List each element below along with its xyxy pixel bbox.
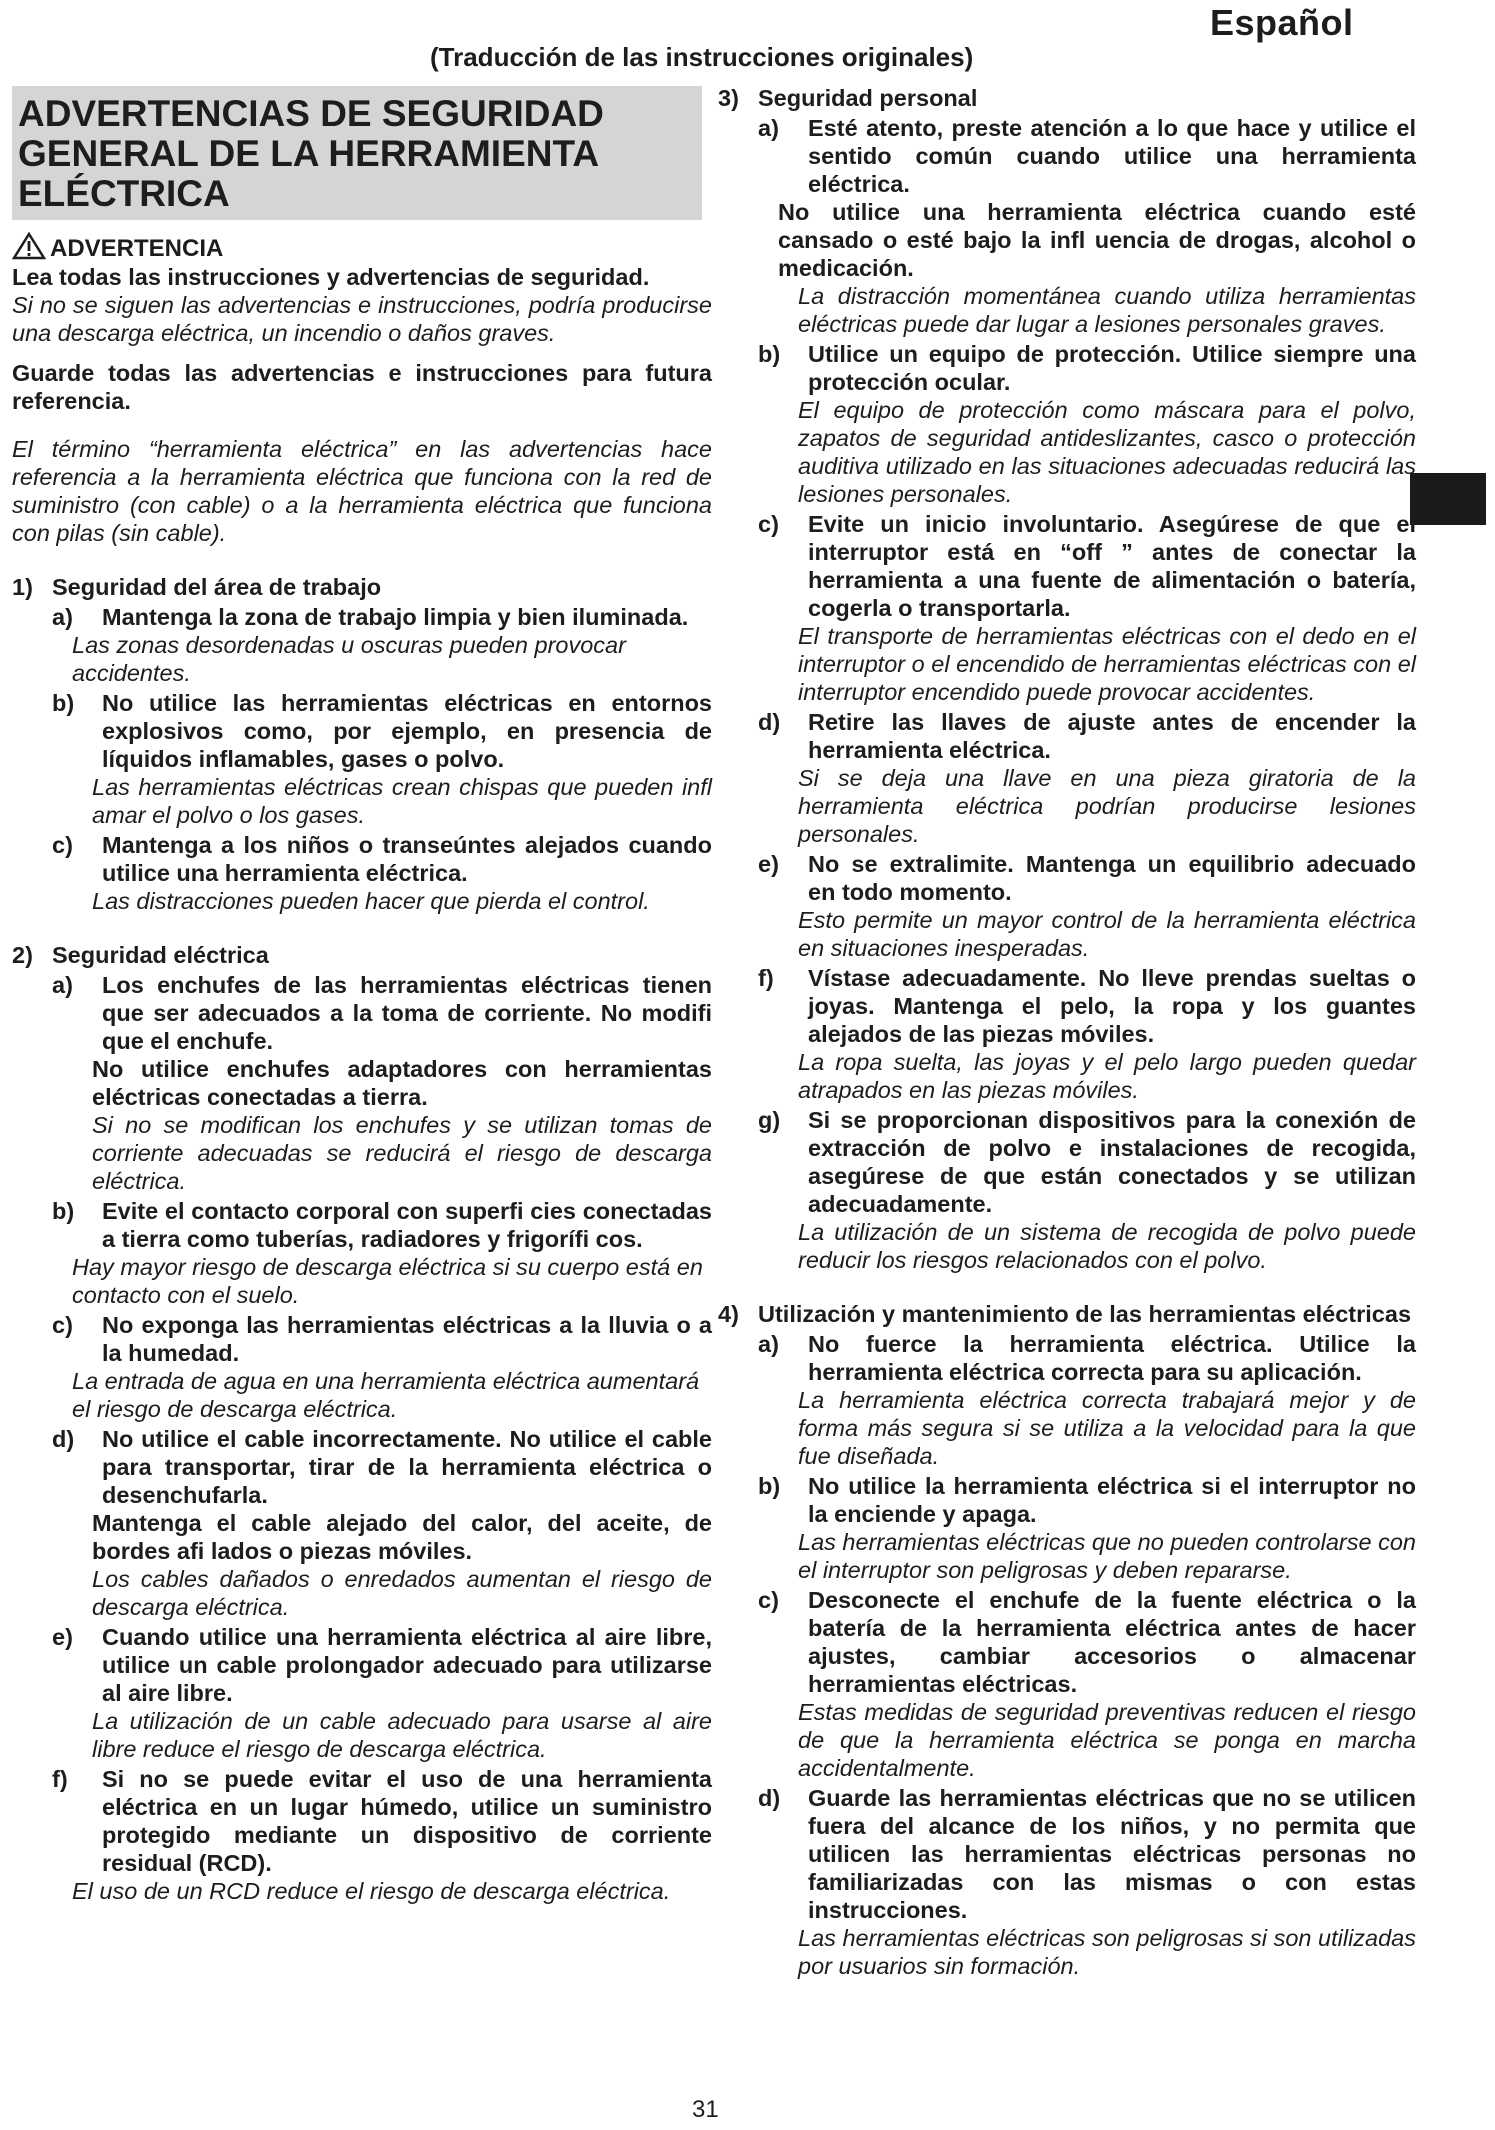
section-3-heading: 3) Seguridad personal xyxy=(718,85,978,111)
warning-triangle-icon xyxy=(12,232,46,260)
warning-consequence: Si no se siguen las advertencias e instrucciones, podría producirse una descarga eléctrica, un incendio o daños graves. xyxy=(12,292,712,346)
list-item: a) Esté atento, preste atención a lo que hace y utilice el sentido común cuando utilice una herramienta eléctrica. xyxy=(758,115,1416,197)
list-item: b) Utilice un equipo de protección. Utilice siempre una protección ocular. xyxy=(758,341,1416,395)
item-note: La entrada de agua en una herramienta eléctrica aumentará el riesgo de descarga eléctrica. xyxy=(72,1368,700,1422)
item-note: La utilización de un sistema de recogida de polvo puede reducir los riesgos relacionados con el polvo. xyxy=(798,1219,1416,1273)
item-note: Las zonas desordenadas u oscuras pueden provocar accidentes. xyxy=(72,632,626,686)
section-2-heading: 2) Seguridad eléctrica xyxy=(12,942,269,968)
item-note: La ropa suelta, las joyas y el pelo largo pueden quedar atrapados en las piezas móviles. xyxy=(798,1049,1416,1103)
item-note: Los cables dañados o enredados aumentan el riesgo de descarga eléctrica. xyxy=(92,1566,712,1620)
item-extra: No utilice una herramienta eléctrica cuando esté cansado o esté bajo la infl uencia de drogas, alcohol o medicación. xyxy=(778,199,1416,281)
item-note: La herramienta eléctrica correcta trabajará mejor y de forma más segura si se utiliza a la velocidad para la que fue diseñada. xyxy=(798,1387,1416,1469)
list-item: d) Guarde las herramientas eléctricas que no se utilicen fuera del alcance de los niños, y no permita que utilicen las herramientas eléctricas personas no familiarizadas con las mismas o con estas instrucciones. xyxy=(758,1785,1416,1923)
item-note: Las herramientas eléctricas son peligrosas si son utilizadas por usuarios sin formación. xyxy=(798,1925,1416,1979)
item-note: Hay mayor riesgo de descarga eléctrica si su cuerpo está en contacto con el suelo. xyxy=(72,1254,703,1308)
list-item: d) Retire las llaves de ajuste antes de encender la herramienta eléctrica. xyxy=(758,709,1416,763)
item-extra: Mantenga el cable alejado del calor, del aceite, de bordes afi lados o piezas móviles. xyxy=(92,1510,712,1564)
list-item: b) No utilice la herramienta eléctrica si el interruptor no la enciende y apaga. xyxy=(758,1473,1416,1527)
item-note: Esto permite un mayor control de la herramienta eléctrica en situaciones inesperadas. xyxy=(798,907,1416,961)
section-4-heading: 4) Utilización y mantenimiento de las herramientas eléctricas xyxy=(718,1301,1412,1327)
list-item: c) Desconecte el enchufe de la fuente eléctrica o la batería de la herramienta eléctrica antes de hacer ajustes, cambiar accesorios o almacenar herramientas eléctricas. xyxy=(758,1587,1416,1697)
list-item: a) Mantenga la zona de trabajo limpia y bien iluminada. xyxy=(52,604,689,630)
warning-read: Lea todas las instrucciones y advertencias de seguridad. xyxy=(12,264,650,290)
item-note: El uso de un RCD reduce el riesgo de descarga eléctrica. xyxy=(72,1878,671,1904)
page-number: 31 xyxy=(692,2096,719,2123)
item-note: La utilización de un cable adecuado para usarse al aire libre reduce el riesgo de descarga eléctrica. xyxy=(92,1708,712,1762)
list-item: f) Si no se puede evitar el uso de una herramienta eléctrica en un lugar húmedo, utilice un suministro protegido mediante un dispositivo de corriente residual (RCD). xyxy=(52,1766,712,1876)
list-item: e) Cuando utilice una herramienta eléctrica al aire libre, utilice un cable prolongador adecuado para utilizarse al aire libre. xyxy=(52,1624,712,1706)
item-note: Si no se modifican los enchufes y se utilizan tomas de corriente adecuadas se reducirá el riesgo de descarga eléctrica. xyxy=(92,1112,712,1194)
item-note: Estas medidas de seguridad preventivas reducen el riesgo de que la herramienta eléctrica se ponga en marcha accidentalmente. xyxy=(798,1699,1416,1781)
right-column xyxy=(718,84,1416,1980)
list-item: d) No utilice el cable incorrectamente. No utilice el cable para transportar, tirar de la herramienta eléctrica o desenchufarla. xyxy=(52,1426,712,1508)
left-column xyxy=(12,86,712,1905)
warning-keep: Guarde todas las advertencias e instrucciones para futura referencia. xyxy=(12,360,712,414)
section-1-heading: 1) Seguridad del área de trabajo xyxy=(12,574,382,600)
warning-heading xyxy=(12,232,712,263)
list-item: g) Si se proporcionan dispositivos para la conexión de extracción de polvo e instalaciones de recogida, asegúrese de que están conectados y se utilizan adecuadamente. xyxy=(758,1107,1416,1217)
item-note: Las herramientas eléctricas que no pueden controlarse con el interruptor son peligrosas y deben repararse. xyxy=(798,1529,1416,1583)
list-item: f) Vístase adecuadamente. No lleve prendas sueltas o joyas. Mantenga el pelo, la ropa y los guantes alejados de las piezas móviles. xyxy=(758,965,1416,1047)
list-item: a) No fuerce la herramienta eléctrica. Utilice la herramienta eléctrica correcta para su aplicación. xyxy=(758,1331,1416,1385)
item-note: Las distracciones pueden hacer que pierda el control. xyxy=(92,888,650,914)
list-item: c) No exponga las herramientas eléctricas a la lluvia o a la humedad. xyxy=(52,1312,712,1366)
warning-label: ADVERTENCIA xyxy=(50,235,224,262)
list-item: a) Los enchufes de las herramientas eléctricas tienen que ser adecuados a la toma de corriente. No modifi que el enchufe. xyxy=(52,972,712,1054)
item-note: Si se deja una llave en una pieza giratoria de la herramienta eléctrica podrían producirse lesiones personales. xyxy=(798,765,1416,847)
section-thumb-tab xyxy=(1410,473,1486,525)
translation-note: (Traducción de las instrucciones originales) xyxy=(430,42,974,72)
list-item: c) Mantenga a los niños o transeúntes alejados cuando utilice una herramienta eléctrica. xyxy=(52,832,712,886)
list-item: b) Evite el contacto corporal con superfi cies conectadas a tierra como tuberías, radiadores y frigorífi cos. xyxy=(52,1198,712,1252)
list-item: c) Evite un inicio involuntario. Asegúrese de que el interruptor está en “off ” antes de conectar la herramienta a una fuente de alimentación o batería, cogerla o transportarla. xyxy=(758,511,1416,621)
warning-term: El término “herramienta eléctrica” en las advertencias hace referencia a la herramienta eléctrica que funciona con la red de suministro (con cable) o a la herramienta eléctrica que funciona con pilas (sin cable). xyxy=(12,436,712,546)
list-item: e) No se extralimite. Mantenga un equilibrio adecuado en todo momento. xyxy=(758,851,1416,905)
page-title: ADVERTENCIAS DE SEGURIDAD GENERAL DE LA HERRAMIENTA ELÉCTRICA xyxy=(12,86,702,220)
item-note: El transporte de herramientas eléctricas con el dedo en el interruptor o el encendido de herramientas eléctricas con el interruptor encendido puede provocar accidentes. xyxy=(798,623,1416,705)
language-label: Español xyxy=(1210,2,1354,43)
list-item: b) No utilice las herramientas eléctricas en entornos explosivos como, por ejemplo, en presencia de líquidos inflamables, gases o polvo. xyxy=(52,690,712,772)
item-extra: No utilice enchufes adaptadores con herramientas eléctricas conectadas a tierra. xyxy=(92,1056,712,1110)
item-note: La distracción momentánea cuando utiliza herramientas eléctricas puede dar lugar a lesiones personales graves. xyxy=(798,283,1416,337)
item-note: Las herramientas eléctricas crean chispas que pueden infl amar el polvo o los gases. xyxy=(92,774,712,828)
item-note: El equipo de protección como máscara para el polvo, zapatos de seguridad antideslizantes, casco o protección auditiva utilizado en las situaciones adecuadas reducirá las lesiones personales. xyxy=(798,397,1416,507)
